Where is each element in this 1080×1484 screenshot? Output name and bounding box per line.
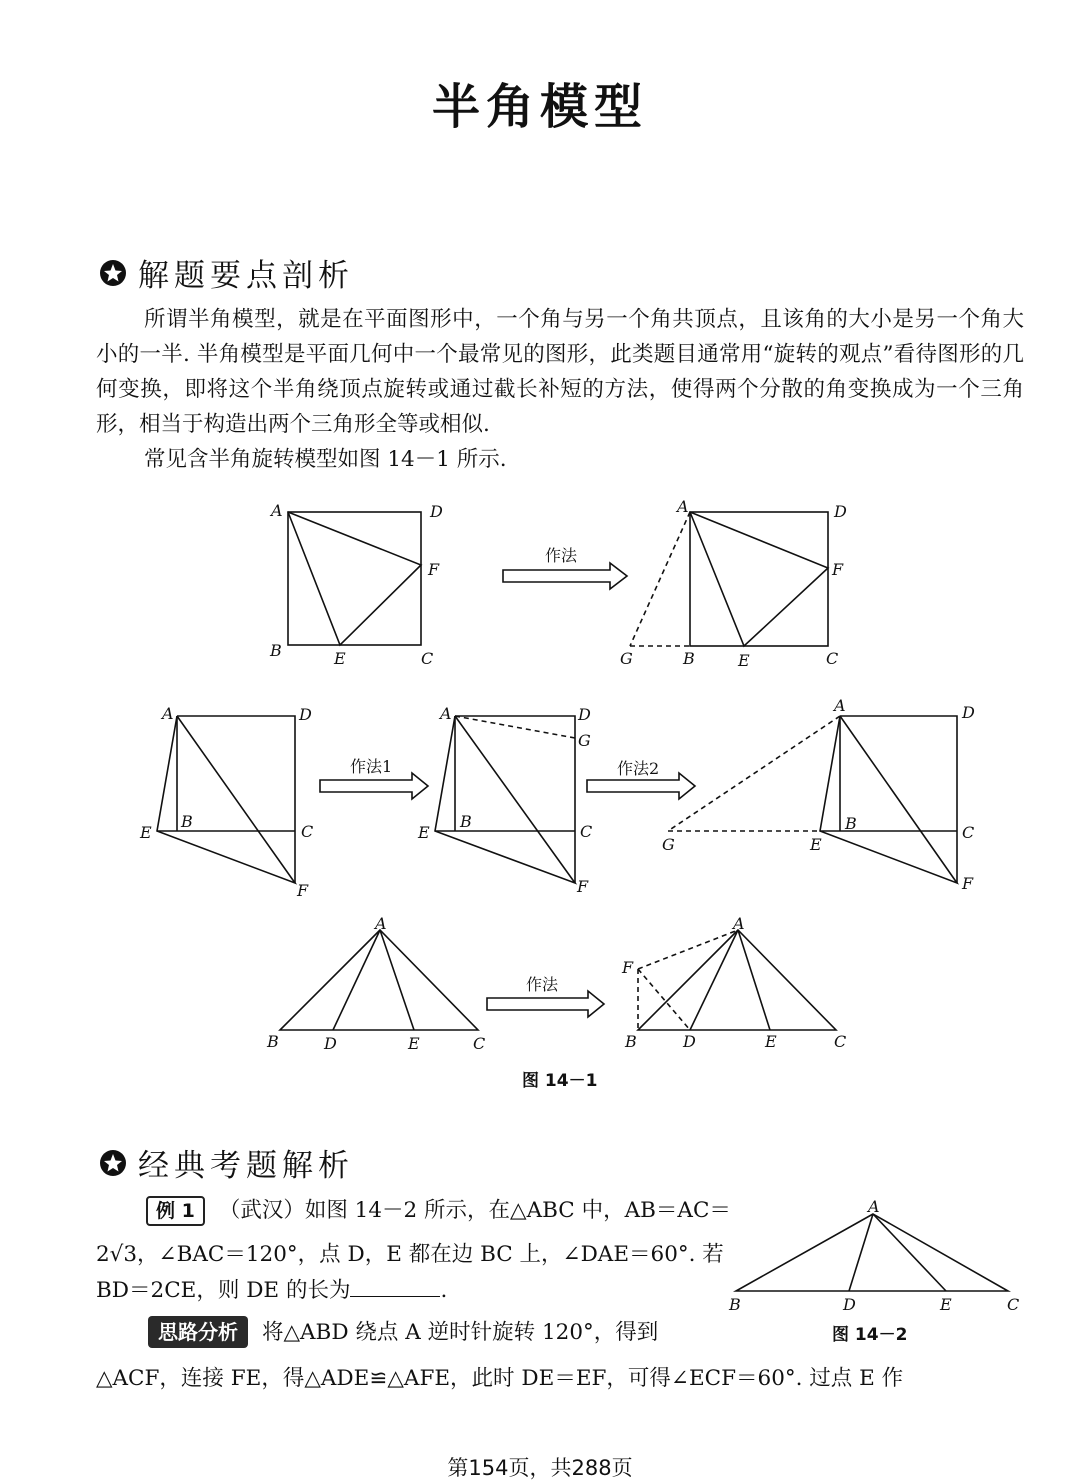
label-C: C xyxy=(962,823,975,842)
intro-paragraph-2: 常见含半角旋转模型如图 14－1 所示. xyxy=(144,447,507,472)
label-G: G xyxy=(578,731,591,750)
example-text-1: （武汉）如图 14－2 所示，在△ABC 中，AB＝AC＝ xyxy=(218,1198,731,1223)
example-1-line-2: 2√3，∠BAC＝120°，点 D，E 都在边 BC 上，∠DAE＝60°. 若 xyxy=(96,1242,724,1267)
example-text-3: BD＝2CE，则 DE 的长为 xyxy=(96,1278,351,1303)
label-A: A xyxy=(271,501,283,520)
diagram-triangle-1 xyxy=(280,930,478,1030)
label-B: B xyxy=(845,814,857,833)
arrow-label-method-2: 作法2 xyxy=(617,759,660,778)
label-A: A xyxy=(733,914,745,933)
page-footer: 第154页，共288页 xyxy=(447,1456,633,1480)
label-F: F xyxy=(577,877,589,896)
diagram-square-4 xyxy=(435,716,575,883)
label-B: B xyxy=(267,1032,279,1051)
label-C: C xyxy=(473,1034,486,1053)
example-1-line-1 xyxy=(146,1192,731,1230)
label-E: E xyxy=(738,651,750,670)
label-F: F xyxy=(428,560,440,579)
label-D: D xyxy=(430,502,443,521)
section-heading-text: 经典考题解析 xyxy=(138,1148,354,1184)
label-A: A xyxy=(834,696,846,715)
label-B: B xyxy=(460,812,472,831)
label-E: E xyxy=(408,1034,420,1053)
label-D: D xyxy=(834,502,847,521)
figure-caption-14-2: 图 14－2 xyxy=(832,1325,908,1345)
label-A: A xyxy=(677,497,689,516)
label-D: D xyxy=(578,705,591,724)
label-E: E xyxy=(418,823,430,842)
label-F: F xyxy=(297,881,309,900)
label-B: B xyxy=(729,1295,741,1314)
label-B: B xyxy=(270,641,282,660)
arrow-label-method-3: 作法 xyxy=(526,975,559,994)
answer-blank xyxy=(350,1274,440,1297)
label-C: C xyxy=(301,822,314,841)
label-A: A xyxy=(868,1197,880,1216)
label-C: C xyxy=(580,822,593,841)
arrow-method-1 xyxy=(320,773,428,799)
label-D: D xyxy=(843,1295,856,1314)
analysis-line-1 xyxy=(148,1314,658,1352)
analysis-text-1: 将△ABD 绕点 A 逆时针旋转 120°，得到 xyxy=(262,1320,659,1345)
diagram-triangle-3 xyxy=(736,1214,1008,1291)
diagram-square-2 xyxy=(630,512,828,646)
arrow-label-method: 作法 xyxy=(545,546,578,565)
label-F: F xyxy=(832,560,844,579)
section-heading-text: 解题要点剖析 xyxy=(138,258,354,294)
label-E: E xyxy=(940,1295,952,1314)
label-C: C xyxy=(826,649,839,668)
arrow-method xyxy=(503,563,627,589)
intro-paragraph-1: 所谓半角模型，就是在平面图形中，一个角与另一个角共顶点，且该角的大小是另一个角大小的一半. 半角模型是平面几何中一个最常见的图形，此类题目通常用“旋转的观点”看待图形的几何变换，即将这个半角绕顶点旋转或通过截长补短的方法，使得两个分散的角变换成为一个三角形，相当于构造出两个三角形全等或相似. xyxy=(96,307,1024,437)
arrow-label-method-1: 作法1 xyxy=(350,757,393,776)
diagram-triangle-2 xyxy=(638,930,836,1030)
figure-14-2 xyxy=(720,1190,1040,1350)
label-E: E xyxy=(334,649,346,668)
label-F: F xyxy=(622,958,634,977)
label-E: E xyxy=(765,1032,777,1051)
page-title: 半角模型 xyxy=(431,79,648,135)
example-1-line-3 xyxy=(96,1272,447,1310)
figure-caption-14-1: 图 14－1 xyxy=(522,1071,598,1091)
diagram-square-1 xyxy=(288,512,421,645)
label-D: D xyxy=(683,1032,696,1051)
analysis-tag: 思路分析 xyxy=(148,1316,248,1348)
label-A: A xyxy=(162,704,174,723)
label-A: A xyxy=(440,704,452,723)
label-B: B xyxy=(181,812,193,831)
label-C: C xyxy=(421,649,434,668)
label-B: B xyxy=(625,1032,637,1051)
label-D: D xyxy=(299,705,312,724)
diagram-square-3 xyxy=(157,716,295,883)
star-badge-icon xyxy=(98,1148,128,1178)
diagram-square-5 xyxy=(668,716,957,883)
label-C: C xyxy=(834,1032,847,1051)
label-G: G xyxy=(620,649,633,668)
label-D: D xyxy=(324,1034,337,1053)
arrow-method-3 xyxy=(487,991,604,1017)
label-B: B xyxy=(683,649,695,668)
label-F: F xyxy=(962,874,974,893)
example-text-3-end: . xyxy=(440,1278,448,1303)
section-heading-examples xyxy=(98,1140,354,1185)
label-C: C xyxy=(1007,1295,1020,1314)
label-A: A xyxy=(375,914,387,933)
analysis-line-2: △ACF，连接 FE，得△ADE≌△AFE，此时 DE＝EF，可得∠ECF＝60°. 过点 E 作 xyxy=(96,1366,904,1391)
label-E: E xyxy=(140,823,152,842)
example-tag: 例 1 xyxy=(146,1196,205,1226)
label-G: G xyxy=(662,835,675,854)
label-E: E xyxy=(810,835,822,854)
label-D: D xyxy=(962,703,975,722)
